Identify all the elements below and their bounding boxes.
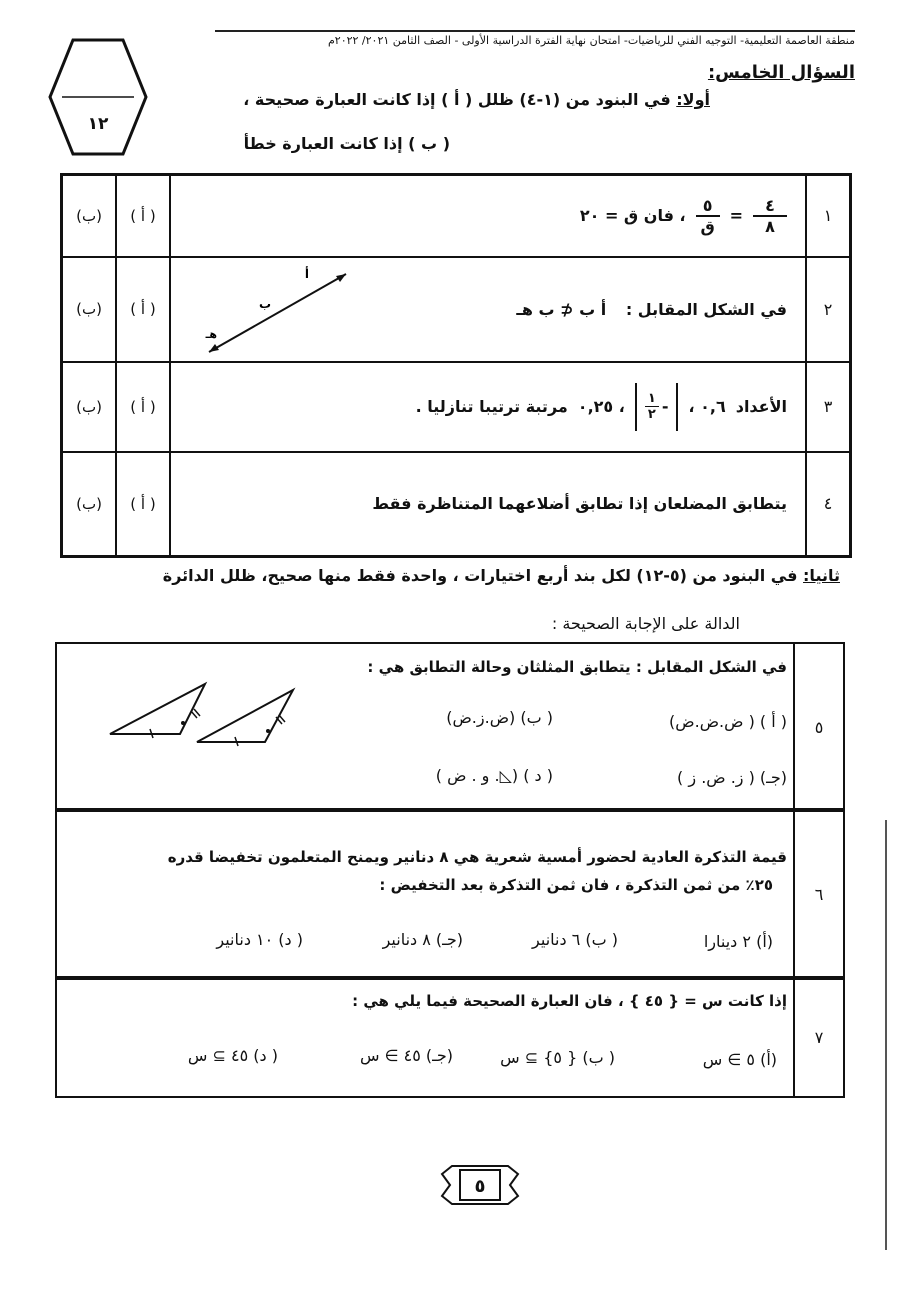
choice-c[interactable]: (جـ) ٤٥ ∋ س — [360, 1046, 453, 1065]
item-number: ٦ — [793, 810, 843, 978]
score-hexagon — [48, 38, 148, 156]
tf-row — [62, 362, 851, 452]
option-a[interactable]: ( أ ) — [116, 257, 170, 362]
option-b[interactable]: (ب) — [62, 257, 117, 362]
page-number: ٥ — [474, 1176, 486, 1197]
part2-instruction-line2: الدالة على الإجابة الصحيحة : — [551, 614, 740, 633]
statement-3: الأعداد ٠,٦ ، - ١ ٢ ، ٠,٢٥ مرتبة ترتيبا تنازليا . — [170, 362, 806, 452]
tf-row — [62, 257, 851, 362]
question-text: في الشكل المقابل : يتطابق المثلثان وحالة التطابق هي : — [367, 658, 787, 676]
choice-d[interactable]: ( د ) (◺. و . ض ) — [435, 766, 553, 785]
choice-d[interactable]: ( د) ٤٥ ⊇ س — [187, 1046, 278, 1065]
option-a[interactable]: ( أ ) — [116, 452, 170, 557]
true-false-table — [60, 173, 852, 558]
choice-a[interactable]: (أ) ٢ دينارا — [703, 932, 773, 951]
option-a[interactable]: ( أ ) — [116, 362, 170, 452]
part1-instruction-line1: في البنود من (١-٤) ظلل ( أ ) إذا كانت العبارة صحيحة ، — [243, 90, 671, 109]
part1-instruction-line2: ( ب ) إذا كانت العبارة خطأ — [243, 134, 450, 153]
mcq-item-6 — [55, 808, 845, 980]
part1-label: أولا: — [676, 90, 710, 109]
item-number: ٣ — [806, 362, 851, 452]
mcq-item-5 — [55, 642, 845, 812]
absolute-value: - ١ ٢ — [635, 383, 679, 431]
part2-instruction: ثانيا: في البنود من (٥-١٢) لكل بند أربع اختيارات ، واحدة فقط منها صحيح، ظلل الدائرة — [162, 566, 840, 585]
option-b[interactable]: (ب) — [62, 175, 117, 257]
choice-d[interactable]: ( د) ١٠ دنانير — [216, 930, 303, 949]
choice-b[interactable]: ( ب) ٦ دنانير — [532, 930, 618, 949]
segment-relation: أ ب ⊄ ب هـ — [516, 299, 607, 319]
statement-2: في الشكل المقابل : أ ب ⊄ ب هـ أ ب هـ — [170, 257, 806, 362]
option-b[interactable]: (ب) — [62, 362, 117, 452]
tf-row — [62, 452, 851, 557]
choice-b[interactable]: ( ب) (ض.ز.ض) — [446, 708, 553, 727]
option-b[interactable]: (ب) — [62, 452, 117, 557]
choice-c[interactable]: (جـ) ٨ دنانير — [382, 930, 463, 949]
fraction-4-8: ٤ ٨ — [753, 196, 787, 236]
choice-a[interactable]: ( أ ) ( ض.ض.ض) — [669, 712, 787, 731]
label-h: هـ — [205, 327, 217, 341]
item-number: ١ — [806, 175, 851, 257]
choice-c[interactable]: (جـ) ( ز. ض. ز ) — [677, 768, 787, 787]
question-text: إذا كانت س = { ٤٥ } ، فان العبارة الصحيحة فيما يلي هي : — [352, 992, 787, 1010]
choice-a[interactable]: (أ) ٥ ∋ س — [702, 1050, 777, 1069]
option-a[interactable]: ( أ ) — [116, 175, 170, 257]
line-figure — [201, 266, 351, 356]
choice-b[interactable]: ( ب) { ٥} ⊇ س — [500, 1048, 615, 1067]
item-number: ٥ — [793, 644, 843, 810]
item-number: ٢ — [806, 257, 851, 362]
score-value: ١٢ — [87, 114, 109, 134]
label-b: ب — [258, 296, 271, 311]
question-title: السؤال الخامس: — [707, 62, 855, 83]
congruent-triangles-figure — [105, 674, 305, 754]
part2-label: ثانيا: — [803, 566, 840, 585]
item-number: ٧ — [793, 978, 843, 1096]
mcq-item-7 — [55, 976, 845, 1098]
statement-1: ٤ ٨ = ٥ ق ، فان ق = ٢٠ — [170, 175, 806, 257]
item-number: ٤ — [806, 452, 851, 557]
question-text-line2: ٢٥٪ من ثمن التذكرة ، فان ثمن التذكرة بعد التخفيض : — [379, 876, 773, 894]
scan-edge-line — [885, 820, 887, 1250]
question-text-line1: قيمة التذكرة العادية لحضور أمسية شعرية هي ٨ دنانير ويمنح المتعلمون تخفيضا قدره — [167, 848, 787, 866]
tf-row — [62, 175, 851, 257]
fraction-5-q: ٥ ق — [696, 196, 720, 236]
part1-instruction — [243, 90, 710, 109]
statement-4: يتطابق المضلعان إذا تطابق أضلاعهما المتناظرة فقط — [170, 452, 806, 557]
exam-header: منطقة العاصمة التعليمية- التوجيه الفني للرياضيات- امتحان نهاية الفترة الدراسية الأولى - الصف الثامن ٢٠٢١/ ٢٠٢٢م — [215, 30, 855, 47]
label-a: أ — [304, 266, 309, 281]
